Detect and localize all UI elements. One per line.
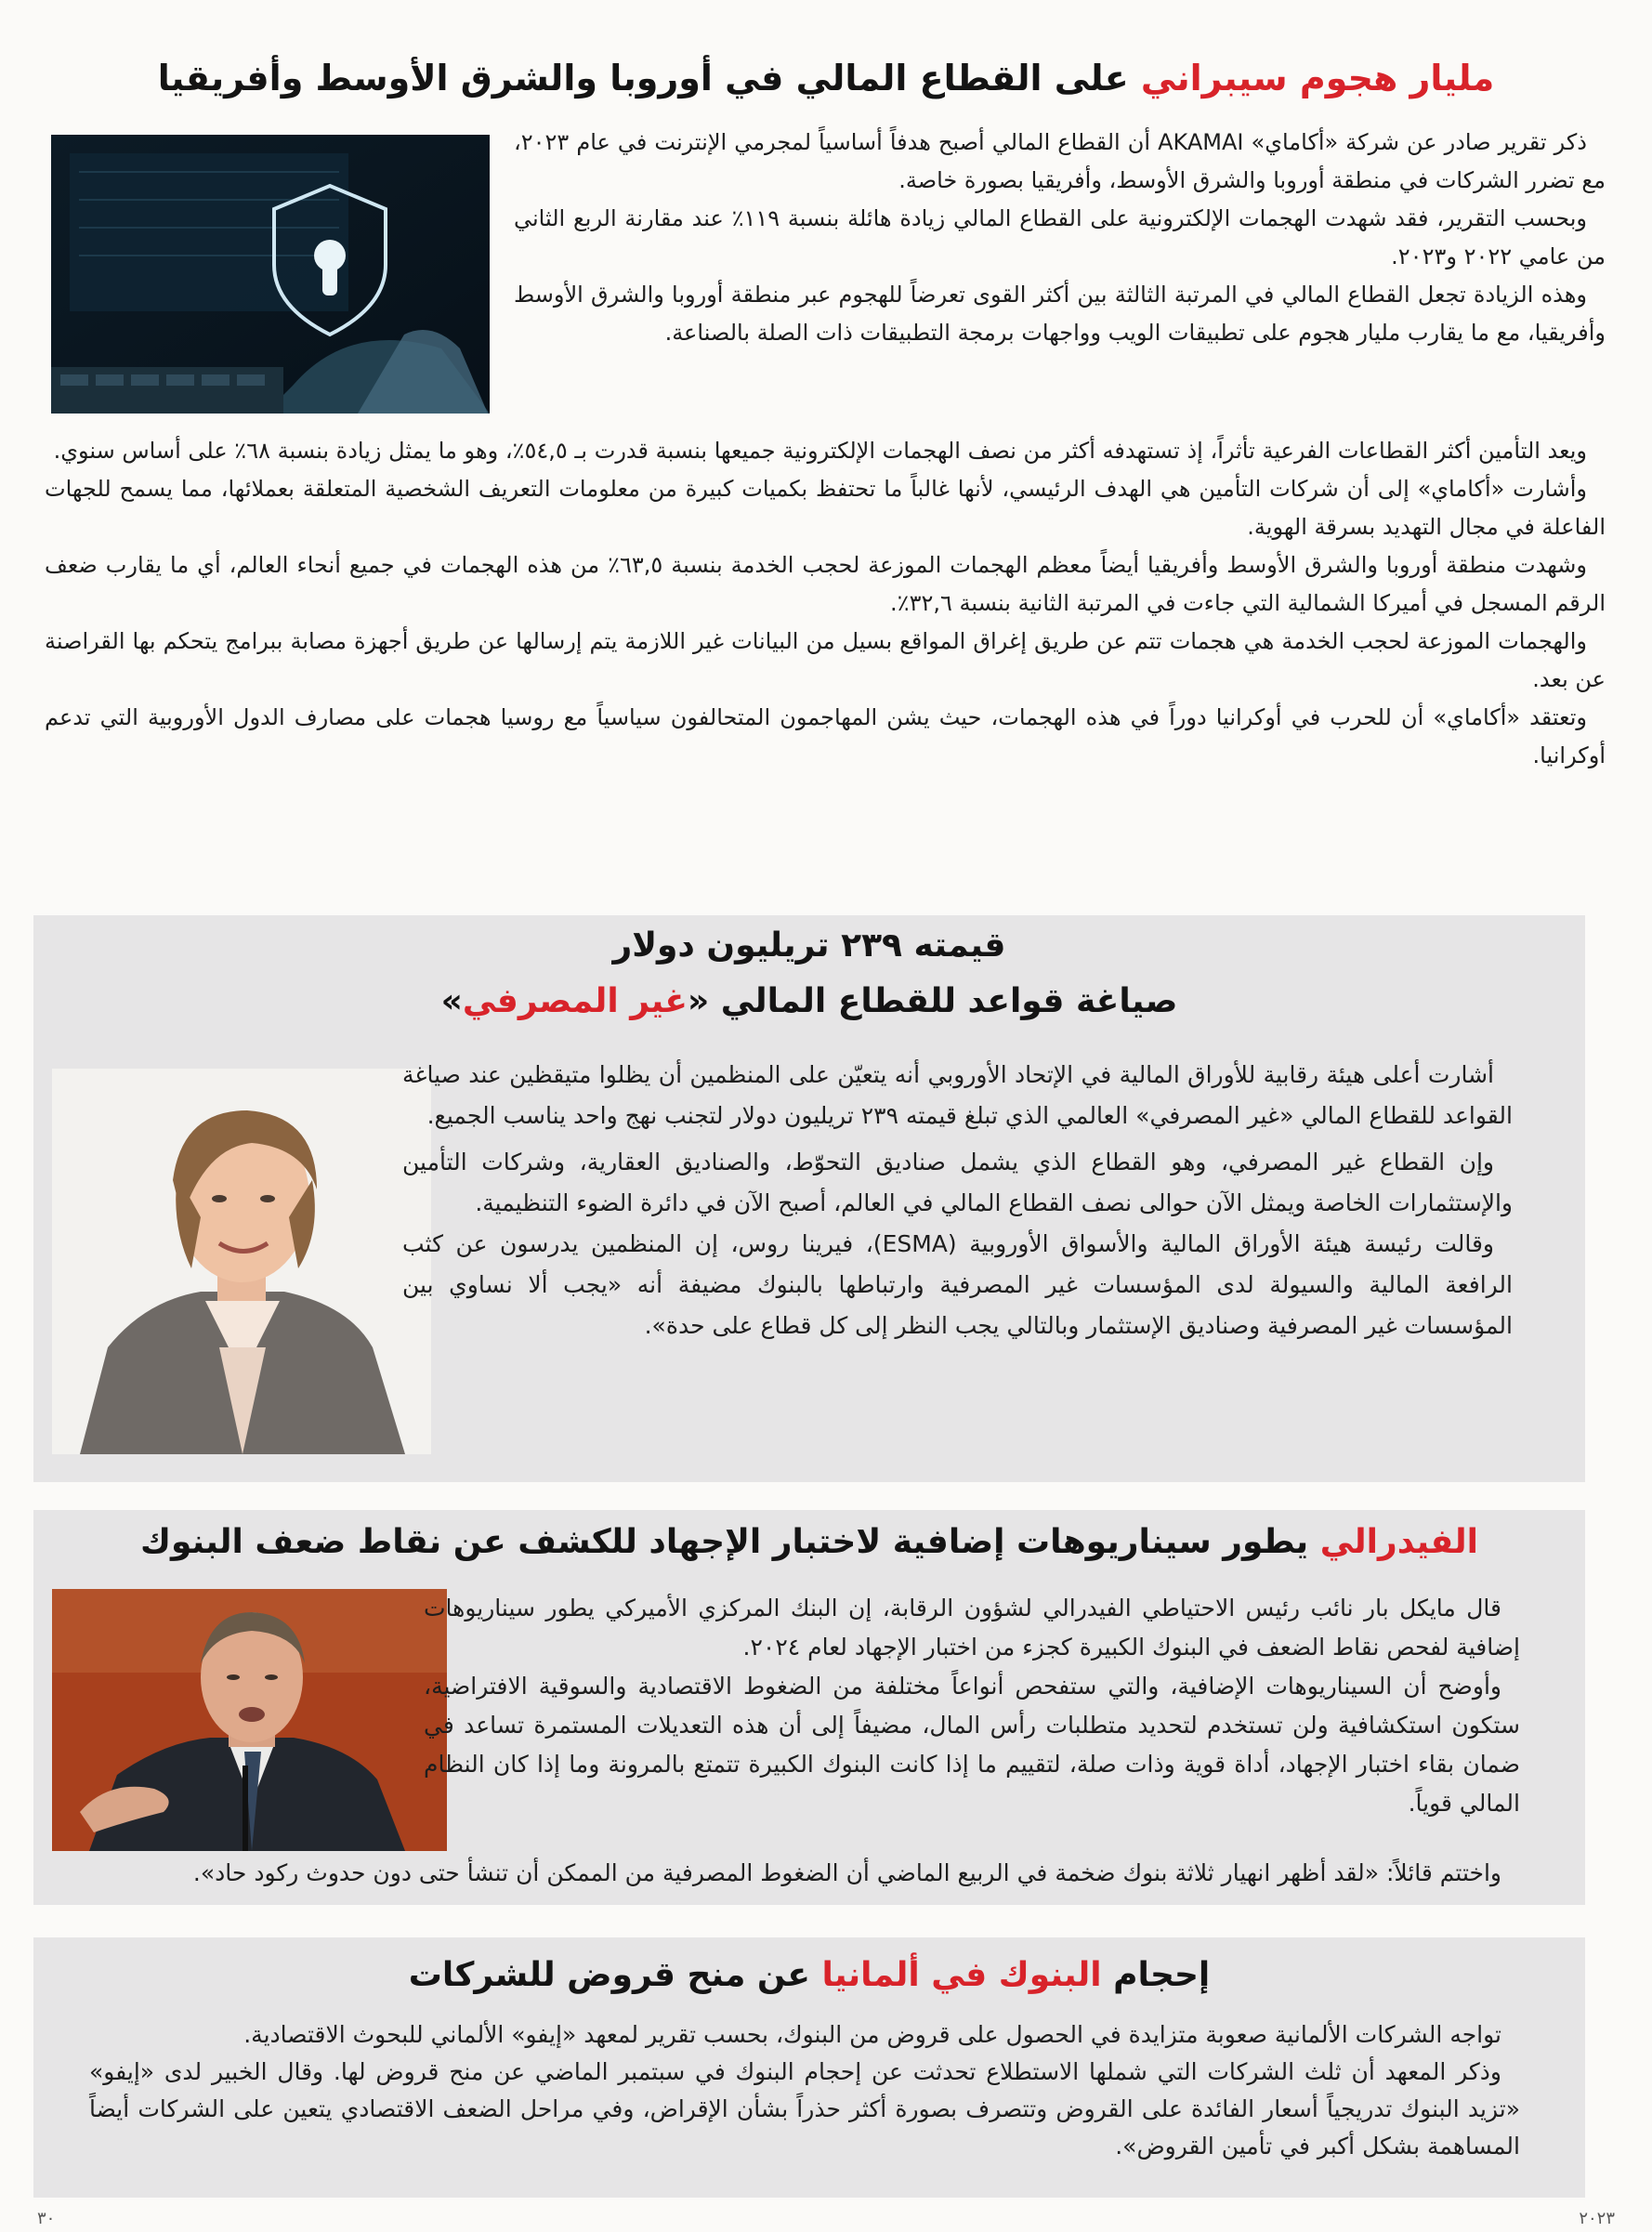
paragraph: والهجمات الموزعة لحجب الخدمة هي هجمات تتم عن طريق إغراق المواقع بسيل من البيانات غير اللازمة يتم إرسالها عن طريق أجهزة مصابة ببرامج يتحكم بها القراصنة عن بعد. bbox=[45, 628, 1606, 692]
paragraph: واختتم قائلاً: «لقد أظهر انهيار ثلاثة بنوك ضخمة في الربيع الماضي أن الضغوط المصرفية من الممكن أن تنشأ حتى دون حدوث ركود حاد». bbox=[192, 1859, 1501, 1886]
person-photo-icon bbox=[52, 1069, 431, 1454]
title-highlight: الفيدرالي bbox=[1319, 1523, 1478, 1561]
paragraph: تواجه الشركات الألمانية صعوبة متزايدة في الحصول على قروض من البنوك، بحسب تقرير لمعهد «إيفو» الألماني للبحوث الاقتصادية. bbox=[243, 2021, 1501, 2048]
paragraph: وشهدت منطقة أوروبا والشرق الأوسط وأفريقيا أيضاً معظم الهجمات الموزعة لحجب الخدمة بنسبة ٦٣,٥٪ من هذه الهجمات في جميع أنحاء العالم، أي ما يقارب ضعف الرقم المسجل في أميركا الشمالية التي جاءت في المرتبة الثانية بنسبة ٣٢,٦٪. bbox=[45, 552, 1606, 616]
article-body-bottom bbox=[33, 1854, 1520, 1893]
cyber-laptop-photo bbox=[51, 135, 490, 414]
article-body bbox=[402, 1055, 1513, 1346]
paragraph: ويعد التأمين أكثر القطاعات الفرعية تأثراً، إذ تستهدفه أكثر من نصف الهجمات الإلكترونية جميعها بنسبة قدرت بـ ٥٤,٥٪، وهو ما يمثل زيادة بنسبة ٦٨٪ على أساس سنوي. bbox=[53, 438, 1587, 464]
article-nonbank-rules bbox=[33, 915, 1585, 1482]
page-footer bbox=[37, 2209, 1615, 2228]
article-title: إحجام البنوك في ألمانيا عن منح قروض للشركات bbox=[408, 1956, 1211, 1994]
article-title-line1: قيمته ٢٣٩ تريليون دولار bbox=[612, 926, 1006, 965]
paragraph: ذكر تقرير صادر عن شركة «أكاماي» AKAMAI أن القطاع المالي أصبح هدفاً أساسياً لمجرمي الإنترنت في عام ٢٠٢٣، مع تضرر الشركات في منطقة أوروبا والشرق الأوسط، وأفريقيا بصورة خاصة. bbox=[514, 129, 1606, 193]
paragraph: وبحسب التقرير، فقد شهدت الهجمات الإلكترونية على القطاع المالي زيادة هائلة بنسبة ١١٩٪ عند مقارنة الربع الثاني من عامي ٢٠٢٢ و٢٠٢٣. bbox=[514, 205, 1606, 269]
title-highlight: غير المصرفي bbox=[462, 982, 688, 1020]
article-fed-stress-test bbox=[33, 1510, 1585, 1905]
title-text: على القطاع المالي في أوروبا والشرق الأوسط وأفريقيا bbox=[157, 58, 1141, 98]
paragraph: وذكر المعهد أن ثلث الشركات التي شملها الاستطلاع تحدثت عن إحجام البنوك في سبتمبر الماضي عن منح قروض لها. وقال الخبير لدى «إيفو» «تزيد البنوك تدريجياً أسعار الفائدة على القروض وتتصرف بصورة أكثر حذراً بشأن الإقراض، وفي مراحل الضعف الاقتصادي يتعين على الشركات أيضاً المساهمة بشكل أكبر في تأمين القروض». bbox=[89, 2058, 1520, 2160]
michael-barr-portrait bbox=[52, 1589, 447, 1851]
issue-year: ٢٠٢٣ bbox=[1579, 2209, 1615, 2228]
article-body bbox=[424, 1589, 1520, 1823]
article-cyber-attacks bbox=[0, 0, 1652, 920]
paragraph: وإن القطاع غير المصرفي، وهو القطاع الذي يشمل صناديق التحوّط، والصناديق العقارية، وشركات التأمين والإستثمارات الخاصة ويمثل الآن حوالى نصف القطاع المالي في العالم، أصبح الآن في دائرة الضوء التنظيمية. bbox=[402, 1149, 1513, 1216]
title-highlight: مليار هجوم سيبراني bbox=[1140, 58, 1495, 98]
page-number: ٣٠ bbox=[37, 2209, 56, 2228]
verena-ross-portrait bbox=[52, 1069, 431, 1454]
article-german-banks bbox=[33, 1937, 1585, 2198]
paragraph: قال مايكل بار نائب رئيس الاحتياطي الفيدرالي لشؤون الرقابة، إن البنك المركزي الأميركي يطور سيناريوهات إضافية لفحص نقاط الضعف في البنوك الكبيرة كجزء من اختبار الإجهاد لعام ٢٠٢٤. bbox=[424, 1595, 1520, 1661]
paragraph: أشارت أعلى هيئة رقابية للأوراق المالية في الإتحاد الأوروبي أنه يتعيّن على المنظمين أن يظلوا متيقظين عند صياغة القواعد للقطاع المالي «غير المصرفي» العالمي الذي تبلغ قيمته ٢٣٩ تريليون دولار لتجنب نهج واحد يناسب الجميع. bbox=[402, 1061, 1513, 1129]
paragraph: وقالت رئيسة هيئة الأوراق المالية والأسواق الأوروبية (ESMA)، فيرينا روس، إن المنظمين يدرسون عن كثب الرافعة المالية والسيولة لدى المؤسسات غير المصرفية وارتباطها بالبنوك مضيفة أنه «يجب ألا نساوي بين المؤسسات غير المصرفية وصناديق الإستثمار وبالتالي يجب النظر إلى كل قطاع على حدة». bbox=[402, 1230, 1513, 1339]
article-body-top bbox=[514, 124, 1606, 352]
article-title bbox=[0, 58, 1652, 98]
paragraph: وهذه الزيادة تجعل القطاع المالي في المرتبة الثالثة بين أكثر القوى تعرضاً للهجوم عبر منطقة أوروبا والشرق الأوسط وأفريقيا، مع ما يقارب مليار هجوم على تطبيقات الويب وواجهات برمجة التطبيقات ذات الصلة بالصناعة. bbox=[514, 282, 1606, 346]
article-body-bottom bbox=[45, 432, 1606, 775]
paragraph: وأشارت «أكاماي» إلى أن شركات التأمين هي الهدف الرئيسي، لأنها غالباً ما تحتفظ بكميات كبيرة من معلومات التعريف الشخصية المتعلقة بعملائها، مما يسمح للجهات الفاعلة في مجال التهديد بسرقة الهوية. bbox=[45, 476, 1606, 540]
article-title-line2: صياغة قواعد للقطاع المالي «غير المصرفي» bbox=[440, 982, 1178, 1020]
article-title: الفيدرالي يطور سيناريوهات إضافية لاختبار الإجهاد للكشف عن نقاط ضعف البنوك bbox=[139, 1523, 1478, 1561]
person-photo-icon bbox=[52, 1589, 447, 1851]
article-body bbox=[89, 2016, 1520, 2165]
paragraph: وأوضح أن السيناريوهات الإضافية، والتي ستفحص أنواعاً مختلفة من الضغوط الاقتصادية والسوقية الافتراضية، ستكون استكشافية ولن تستخدم لتحديد متطلبات رأس المال، مضيفاً إلى أن هذه التعديلات المستمرة تساعد في ضمان بقاء اختبار الإجهاد، أداة قوية وذات صلة، لتقييم ما إذا كانت البنوك الكبيرة تتمتع بالمرونة وما إذا كان النظام المالي قوياً. bbox=[424, 1673, 1520, 1817]
title-highlight: البنوك في ألمانيا bbox=[821, 1956, 1102, 1994]
lock-shield-icon bbox=[51, 135, 490, 414]
paragraph: وتعتقد «أكاماي» أن للحرب في أوكرانيا دوراً في هذه الهجمات، حيث يشن المهاجمون المتحالفون سياسياً مع روسيا هجمات على مصارف الدول الأوروبية التي تدعم أوكرانيا. bbox=[45, 704, 1606, 768]
